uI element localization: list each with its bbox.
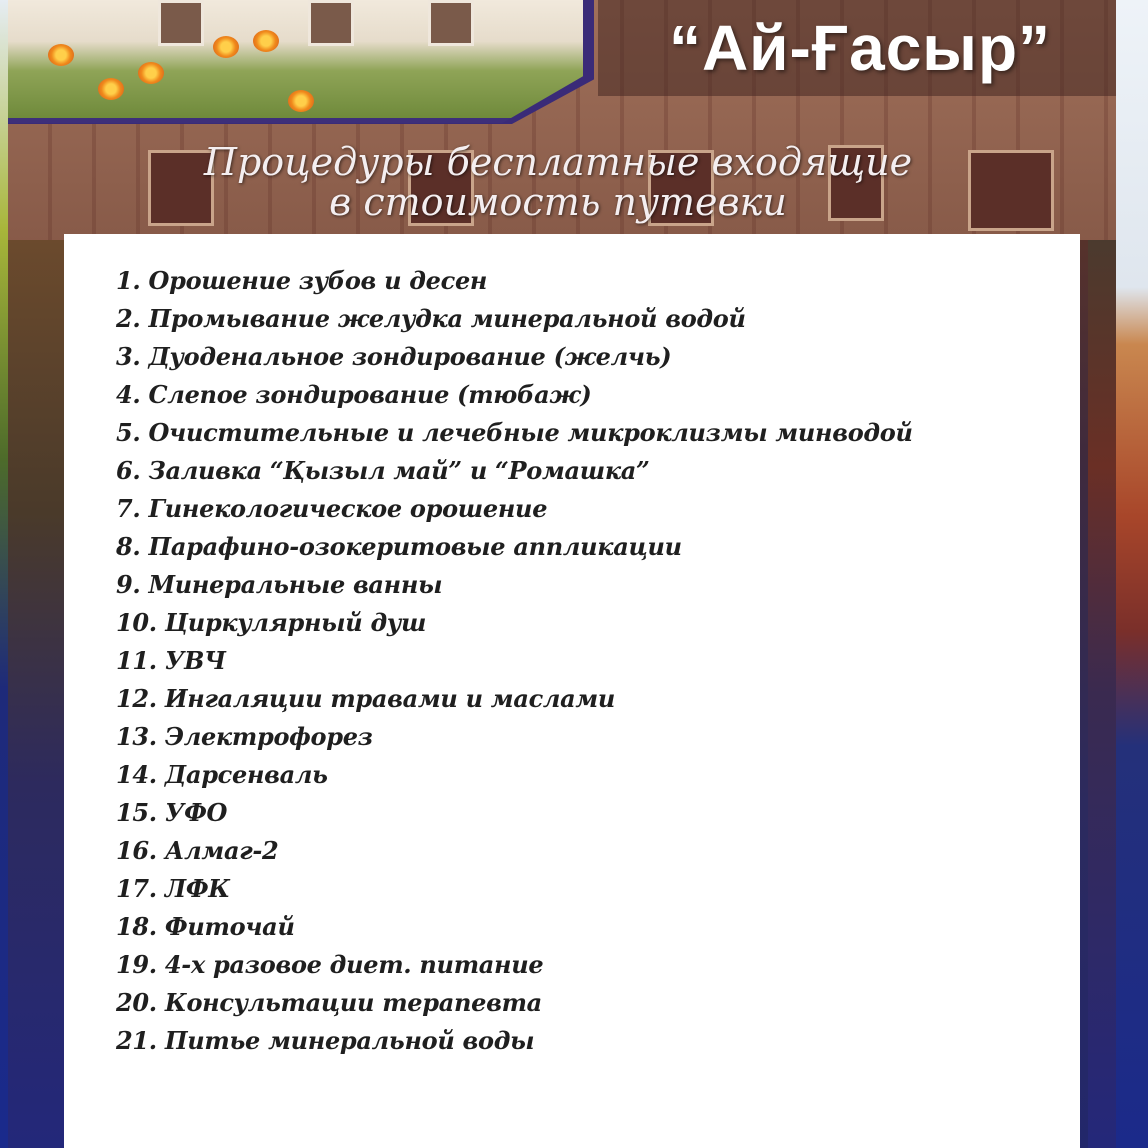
list-item: 18. Фиточай	[116, 912, 295, 941]
list-item: 21. Питье минеральной воды	[116, 1026, 535, 1055]
flower	[253, 30, 279, 52]
brand-title: “Ай-Ғасыр”	[668, 12, 1052, 84]
subtitle	[128, 142, 988, 222]
subtitle-line-1: Процедуры бесплатные входящие	[203, 140, 913, 184]
list-item: 20. Консультации терапевта	[116, 988, 542, 1017]
list-item: 14. Дарсенваль	[116, 760, 328, 789]
procedures-card	[64, 234, 1080, 1148]
list-item: 16. Алмаг-2	[116, 836, 279, 865]
list-item: 15. УФО	[116, 798, 228, 827]
list-item: 13. Электрофорез	[116, 722, 373, 751]
right-edge-strip	[1116, 0, 1148, 1148]
list-item: 17. ЛФК	[116, 874, 230, 903]
left-decor	[8, 240, 64, 1148]
inset-photo	[8, 0, 583, 123]
house-window	[428, 0, 474, 46]
list-item: 6. Заливка “Қызыл май” и “Ромашка”	[116, 456, 650, 485]
list-item: 1. Орошение зубов и десен	[116, 266, 488, 295]
list-item: 11. УВЧ	[116, 646, 226, 675]
flower	[98, 78, 124, 100]
house-window	[308, 0, 354, 46]
list-item: 2. Промывание желудка минеральной водой	[116, 304, 746, 333]
flower	[48, 44, 74, 66]
house-window	[158, 0, 204, 46]
list-item: 5. Очистительные и лечебные микроклизмы минводой	[116, 418, 913, 447]
flower	[213, 36, 239, 58]
list-item: 12. Ингаляции травами и маслами	[116, 684, 616, 713]
flower	[138, 62, 164, 84]
procedures-list	[116, 262, 913, 1060]
subtitle-line-2: в стоимость путевки	[329, 180, 787, 224]
list-item: 9. Минеральные ванны	[116, 570, 443, 599]
list-item: 10. Циркулярный душ	[116, 608, 427, 637]
left-edge-strip	[0, 0, 8, 1148]
flower	[288, 90, 314, 112]
list-item: 7. Гинекологическое орошение	[116, 494, 548, 523]
right-decor	[1088, 240, 1116, 1148]
list-item: 3. Дуоденальное зондирование (желчь)	[116, 342, 672, 371]
poster	[8, 0, 1116, 1148]
list-item: 4. Слепое зондирование (тюбаж)	[116, 380, 592, 409]
list-item: 19. 4-х разовое диет. питание	[116, 950, 544, 979]
list-item: 8. Парафино-озокеритовые аппликации	[116, 532, 682, 561]
